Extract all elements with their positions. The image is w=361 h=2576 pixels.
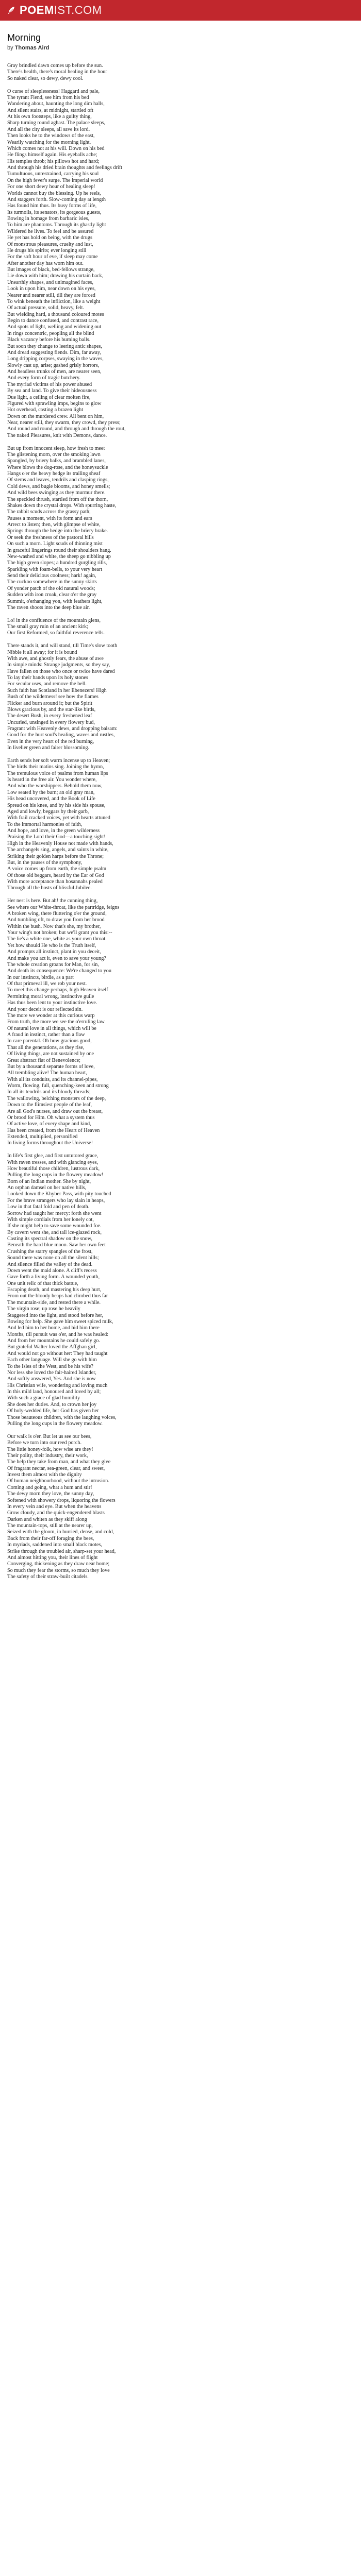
poem-line: And headless trunks of men, are nearer seen, [7, 369, 102, 375]
poem-line: For secular uses, and remove the bell. [7, 681, 87, 687]
poem-line: The help they take from man, and what they give [7, 1459, 111, 1465]
poem-line: The tyrant Fiend, see him from his bed [7, 94, 89, 100]
poem-line: Your wing's not broken; but we'll grant you this:-- [7, 930, 112, 936]
poem-line: Have fallen on those who once or twice have dared [7, 668, 115, 674]
poem-line: To lay their hands upon its holy stones [7, 675, 88, 681]
poem-line: If she might help to save some wounded foe. [7, 1223, 102, 1229]
author-link[interactable]: Thomas Aird [14, 45, 50, 51]
poem-line: The lie's a white one, white as your own throat. [7, 936, 107, 942]
poem-line: Bowing in homage from barbaric isles, [7, 216, 90, 222]
poem-line: Great abstract fiat of Benevolence; [7, 1057, 80, 1063]
poem-line: For the soft hour of eve, if sleep may come [7, 254, 98, 260]
poem-line: Of monstrous pleasures, cruelty and lust, [7, 241, 93, 247]
poem-line: See where our White-throat, like the partridge, feigns [7, 904, 120, 910]
poem-line: With such a grace of glad humility [7, 1395, 80, 1401]
poem-line: Such faith has Scotland in her Ebenezers! High [7, 687, 107, 693]
poem-line: Aged and lowly, beggars by their garb, [7, 808, 89, 815]
poem-line: The safety of their straw-built citadels. [7, 1574, 89, 1580]
poem-line: Has thus been lent to your instinctive love. [7, 1000, 97, 1006]
poem-line: Long dripping corpses, swaying in the waves, [7, 356, 104, 362]
poem-line: Beneath the hard blue moon. Saw her own feet [7, 1242, 106, 1248]
poem-line: Sorrow had taught her mercy: forth she went [7, 1210, 102, 1216]
poem-line: For one short dewy hour of healing sleep! [7, 184, 95, 190]
poem-line: Lie down with him; drawing his curtain back, [7, 273, 104, 279]
poem-line: Through all the hosts of blissful Jubilee. [7, 885, 92, 891]
poem-line: So naked clear, so dewy, dewy cool. [7, 75, 84, 81]
poem-line: And round and round, and through and through the rout, [7, 426, 126, 432]
poem-line: Darken and whiten as they skiff along [7, 1516, 87, 1522]
poem-line: Striking their golden harps before the Throne; [7, 853, 104, 859]
poem-line: Worlds cannot buy the blessing. Up he reels, [7, 190, 101, 196]
poem-line: Nor less she loved the fair-haired Islander, [7, 1369, 96, 1376]
poem-line: A broken wing, there fluttering o'er the ground, [7, 910, 107, 917]
poem-line: To wink beneath the infliction, like a weight [7, 298, 101, 304]
poem-line: Escaping death, and mastering his deep hurt, [7, 1287, 102, 1293]
poem-stanza [7, 1434, 354, 1581]
poem-line: And who the worshippers. Behold them now, [7, 783, 103, 789]
poem-line: He drugs his spirits; ever longing still [7, 247, 87, 253]
poem-line: O curse of sleeplessness! Haggard and pale, [7, 88, 100, 94]
brand-name-prefix: POEM [20, 4, 54, 16]
poem-line: Those beauteous children, with the laughing voices, [7, 1414, 117, 1420]
poem-line: From out the bloody heaps had climbed thus far [7, 1293, 108, 1299]
poem-stanza [7, 898, 354, 1147]
poem-line: Each other language. Will she go with him [7, 1357, 97, 1363]
poem-line: In living forms throughout the Universe! [7, 1140, 93, 1146]
poem-line: Down went the maid alone. A cliff's recess [7, 1267, 97, 1274]
poem-line: And prompts all instinct, plant in you deceit, [7, 949, 101, 955]
poem-line: Cold dews, and bugle blooms, and honey smells; [7, 483, 110, 489]
poem-line: So much they fear the storms, so much they love [7, 1567, 110, 1573]
poem-line: In this mild land, honoured and loved by all; [7, 1389, 101, 1395]
poem-line: Of that primeval ill, we rob your nest. [7, 981, 87, 987]
poem-line: Black vacancy before his burning balls. [7, 337, 91, 343]
poem-line: But up from innocent sleep, how fresh to meet [7, 445, 105, 451]
poem-line: Of actual pressure, solid, heavy, felt. [7, 305, 84, 311]
poem-stanza [7, 758, 354, 892]
poem-line: Gray brindled dawn comes up before the sun. [7, 63, 103, 69]
poem-line: For the brave strangers who lay slain in heaps, [7, 1197, 105, 1204]
poem-line: Arrect to listen; then, with glimpse of white, [7, 522, 101, 528]
poem-body [7, 63, 354, 1580]
poem-line: An orphan damsel on her native hills, [7, 1185, 87, 1191]
poem-line: The birds their matins sing. Joining the hymn, [7, 764, 104, 770]
poem-line: And every form of tragic butchery. [7, 375, 80, 381]
poem-line: Of active love, of every shape and kind, [7, 1121, 91, 1127]
poem-line: Look in upon him, near down on his eyes, [7, 286, 96, 292]
poem-line: Low in that fatal fold and pen of death. [7, 1204, 90, 1210]
poem-line: Tumultuous, unrestrained, carrying his soul [7, 171, 99, 177]
poem-line: Invest them almost with the dignity [7, 1472, 82, 1478]
feather-icon [7, 6, 15, 14]
poem-line: Begin to dance confused, and contrast race, [7, 318, 99, 324]
poem-line: And silent stairs, at midnight, startled oft [7, 107, 93, 113]
poem-line: By sea and land. To give their hideousness [7, 388, 97, 394]
poem-line: Has found him thus. Its busy forms of life, [7, 203, 97, 209]
poem-line: Where blows the dog-rose, and the honeysuckle [7, 464, 108, 470]
poem-line: His head uncovered, and the Book of Life [7, 796, 95, 802]
poem-line: Extended, multiplied, personified [7, 1134, 78, 1140]
poem-stanza [7, 1153, 354, 1427]
byline-prefix: by [7, 45, 13, 51]
poem-line: He yet has hold on being, with the drugs [7, 235, 92, 241]
poem-line: Of stems and leaves, tendrils and clasping rings, [7, 477, 109, 483]
poem-line: And softly answered, Yes. And she is now [7, 1376, 96, 1382]
poem-line: Wandering about, haunting the long dim halls, [7, 101, 105, 107]
poem-line: The wallowing, belching monsters of the deep, [7, 1095, 106, 1101]
poem-line: Our first Reformed, so faithful reverence tells. [7, 630, 105, 636]
poem-line: The archangels sing, angels, and saints in white, [7, 847, 109, 853]
poem-line: Lo! in the confluence of the mountain glens, [7, 617, 101, 623]
poem-line: The small gray ruin of an ancient kirk; [7, 624, 89, 630]
poem-line: Months, till pursuit was o'er, and he was healed: [7, 1331, 109, 1337]
poem-line: Born of an Indian mother. She by night, [7, 1178, 91, 1184]
poem-line: And staggers forth. Slow-coming day at length [7, 196, 106, 202]
poem-line: Nibble it all away; for it is bound [7, 649, 77, 655]
poem-line: Of yonder patch of the old natural woods; [7, 585, 95, 591]
poem-line: Of human neighbourhood, without the intrusion. [7, 1478, 109, 1484]
poem-line: Strike through the troubled air, sharp-set your head, [7, 1548, 116, 1554]
poem-line: Pauses a moment, with its form and ears [7, 515, 92, 521]
poem-line: The little honey-folk, how wise are they! [7, 1446, 93, 1452]
poem-line: He flings himself again. His eyeballs ache; [7, 152, 97, 158]
poem-line: She does her duties. And, to crown her joy [7, 1401, 97, 1408]
poem-line: On such a morn. Light scuds of thinning mist [7, 541, 103, 547]
poem-line: With raven tresses, and with glancing eyes, [7, 1159, 99, 1165]
poem-line: In every vein and eye. But when the heavens [7, 1503, 102, 1510]
site-logo[interactable] [7, 4, 102, 17]
poem-line: Within the bush. Now that's she, my brother, [7, 923, 101, 929]
poem-line: Seized with the gloom, in hurried, dense, and cold, [7, 1529, 114, 1535]
poem-line: The tremulous voice of psalms from human lips [7, 770, 108, 776]
poem-line: And dread suggesting fiends. Dim, far away, [7, 349, 101, 355]
poem-line: Sparkling with foam-bells, to your very heart [7, 566, 103, 572]
poem-line: In our instincts, birdie, as a part [7, 974, 74, 980]
poem-line: Spangled, by briery balks, and brambled lanes, [7, 458, 106, 464]
poem-line: The desert Bush, in every freshened leaf [7, 713, 92, 719]
poem-line: Figured with sprawling imps, begins to glow [7, 400, 102, 406]
poem-line: But images of black, bed-fellows strange, [7, 267, 95, 273]
poem-line: Are all God's nurses, and draw out the breast, [7, 1108, 103, 1114]
poem-line: The raven shoots into the deep blue air. [7, 604, 90, 611]
poem-line: The dewy morn they love, the sunny day, [7, 1491, 94, 1497]
poem-line: Slowly cast up, arise; gashed grisly horrors, [7, 362, 100, 368]
poem-line: Sharp turning round aghast. The palace sleeps, [7, 120, 105, 126]
poem-line: The mountain-side, and rested there a while. [7, 1299, 101, 1306]
poem-line: Spread on his knee, and by his side his spouse, [7, 802, 106, 808]
poem-byline [7, 44, 354, 52]
poem-line: Fragrant with Heavenly dews, and dropping balsam: [7, 726, 118, 732]
poem-line: But wielding hard, a thousand coloured motes [7, 311, 104, 317]
poem-line: And through his dried brain thoughts and feelings drift [7, 165, 122, 171]
poem-line: All trembling alive! The human heart, [7, 1070, 87, 1076]
poem-line: The myriad victims of his power abused [7, 381, 92, 387]
poem-line: New-washed and white, the sheep go nibbling up [7, 553, 111, 560]
poem-line: Looked down the Khyber Pass, with pity touched [7, 1191, 111, 1197]
poem-line: With awe, and ghostly fears, the abuse of awe [7, 655, 104, 662]
poem-stanza [7, 446, 354, 612]
poem-line: Blows gracious by, and the star-like birds, [7, 706, 96, 713]
poem-line: Of fragrant nectar, sea-green, clear, and sweet, [7, 1465, 105, 1471]
poem-line: In graceful lingerings round their shoulders hang. [7, 547, 111, 553]
poem-line: Casting its spectral shadow on the snow, [7, 1236, 92, 1242]
poem-line: One unit relic of that thick battue, [7, 1280, 78, 1286]
poem-article [7, 32, 354, 1587]
poem-line: How beautiful those children, lustrous dark, [7, 1165, 100, 1172]
poem-line: Of living things, are not sustained by one [7, 1051, 94, 1057]
poem-line: The mountain-tops, still at the nearer up, [7, 1523, 93, 1529]
poem-line: In all its tendrils and its bloody threads; [7, 1089, 91, 1095]
poem-line: Pulling the long cups in the flowery meadow! [7, 1172, 104, 1178]
poem-line: In livelier green and fairer blossoming. [7, 745, 89, 751]
poem-line: Wildered he lives. To feel and be assured [7, 228, 94, 234]
poem-line: Down on the murdered crew. All bent on him, [7, 413, 104, 419]
poem-line: At his own footsteps, like a guilty thing, [7, 114, 92, 120]
poem-line: Worm, flowing, full, quenching-keen and strong [7, 1083, 109, 1089]
poem-line: His temples throb; his pillows hot and hard; [7, 158, 100, 164]
poem-line: A fraud in instinct, rather than a flaw [7, 1032, 85, 1038]
poem-line: In simple minds: Strange judgments, so they say, [7, 662, 110, 668]
poem-line: And all the city sleeps, all save its lord. [7, 126, 90, 132]
poem-line: And wild bees swinging as they murmur there. [7, 490, 106, 496]
poem-line: To the immortal harmonies of faith, [7, 821, 83, 827]
poem-line: The glistening morn, over the smoking lawn [7, 451, 101, 457]
poem-line: Then looks he to the windows of the east, [7, 133, 95, 139]
poem-line: From truth, the more we see the o'erruling law [7, 1019, 105, 1025]
poem-line: There's health, there's moral healing in the hour [7, 69, 107, 75]
poem-line: Back from their far-off foraging the bees, [7, 1535, 94, 1541]
poem-line: Down to the flimsiest people of the leaf, [7, 1102, 92, 1108]
poem-line: Good for the hurt soul's healing, waves and rustles, [7, 732, 115, 738]
poem-line: By cavern went she, and tall ice-glazed rock, [7, 1229, 102, 1235]
poem-line: And from her mountains he could safely go. [7, 1338, 100, 1344]
poem-line: In myriads, saddened into small black motes, [7, 1542, 102, 1548]
poem-line: The naked Pleasures, knit with Demons, dance. [7, 432, 107, 438]
brand-name-suffix: IST.COM [54, 4, 102, 16]
poem-line: Wearily watching for the morning light, [7, 139, 91, 145]
poem-line: Their polity, their industry, their work, [7, 1452, 88, 1459]
poem-line: And led him to her home, and hid him there [7, 1325, 100, 1331]
site-header [0, 0, 361, 21]
poem-line: Summit, o'erhanging yon, with feathers light, [7, 598, 103, 604]
poem-line: Low seated by the burn; an old gray man, [7, 789, 95, 795]
poem-line: Of natural love in all things, which will be [7, 1025, 96, 1031]
poem-line: And silence filled the valley of the dead. [7, 1261, 93, 1267]
poem-line: Or brood for Him. Oh what a system thus [7, 1114, 95, 1121]
poem-line: Send their delicious coolness; hark! again, [7, 573, 96, 579]
poem-line: Nearer and nearer still, till they are forced [7, 292, 95, 298]
poem-line: Near, nearer still, they swarm, they crowd, they press; [7, 420, 121, 426]
poem-line: Unearthly shapes, and unimagined faces, [7, 279, 93, 285]
poem-line: And your deceit is our reflected sin. [7, 1006, 83, 1012]
poem-line: But soon they change to leering antic shapes, [7, 343, 102, 349]
poem-line: And would not go without her: They had taught [7, 1350, 108, 1357]
poem-line: Or seek the freshness of the pastoral hills [7, 534, 94, 540]
poem-line: To him are phantoms. Through its ghastly light [7, 222, 106, 228]
poem-line: Converging, thickening as they draw near home; [7, 1561, 110, 1567]
poem-line: Flicker and burn around it; but the Spirit [7, 700, 92, 706]
poem-line: Yet how should He who is the Truth itself, [7, 942, 96, 948]
poem-line: Crushing the starry spangles of the frost, [7, 1248, 93, 1255]
poem-line: Hot overhead, casting a brazen light [7, 407, 84, 413]
poem-line: In life's first glee, and first untutored grace, [7, 1153, 99, 1159]
poem-line: With all its conduits, and its channel-pipes, [7, 1076, 98, 1082]
poem-line: With more acceptance than hosannahs pealed [7, 879, 103, 885]
poem-line: Staggered into the light, and stood before her, [7, 1312, 104, 1318]
poem-line: High in the Heavenly House not made with hands, [7, 840, 113, 846]
poem-line: Shakes down the crystal drops. With spurring haste, [7, 502, 117, 509]
poem-line: And hope, and love, in the green wilderness [7, 828, 100, 834]
poem-line: Has been created, from the Heart of Heaven [7, 1127, 100, 1133]
poem-line: Of holy-wedded life, her God has given her [7, 1408, 99, 1414]
poem-line: To meet this change perhaps, high Heaven itself [7, 987, 108, 993]
poem-line: In care parental. Oh how gracious good, [7, 1038, 92, 1044]
poem-line: With simple cordials from her lonely cot, [7, 1216, 94, 1223]
poem-line: The whole creation groans for Man, for sin, [7, 961, 99, 968]
poem-line: There stands it, and will stand, till Time's slow tooth [7, 643, 118, 649]
poem-line: Of those old beggars, heard by the Ear of God [7, 872, 104, 878]
poem-line: Bowing for help. She gave him sweet spiced milk, [7, 1318, 113, 1325]
poem-title: Morning [7, 32, 41, 43]
poem-line: Is heard in the free air. You wonder where, [7, 777, 97, 783]
poem-line: Permitting moral wrong, instinctive guile [7, 993, 94, 999]
poem-line: Sudden with iron croak, clear o'er the gray [7, 592, 97, 598]
poem-line: Earth sends her soft warm incense up to Heaven; [7, 757, 110, 764]
poem-stanza [7, 89, 354, 439]
poem-line: In rings concentric, peopling all the blind [7, 330, 94, 336]
poem-line: And almost hitting you, their lines of flight [7, 1554, 98, 1561]
poem-line: On the high fever's surge. The imperial world [7, 177, 103, 183]
poem-line: Uncurled, unsinged in every flowery bud, [7, 719, 95, 725]
poem-line: Bush of the wilderness! see how the flames [7, 694, 99, 700]
poem-line: Praising the Lord their God—a touching sight! [7, 834, 106, 840]
poem-line: Even in the very heart of the red burning, [7, 738, 94, 744]
poem-stanza [7, 643, 354, 751]
poem-line: His Christian wife, wondering and loving much [7, 1382, 108, 1388]
poem-stanza [7, 63, 354, 82]
poem-line: Sound there was none on all the silent hills; [7, 1255, 99, 1261]
poem-line: The high green slopes; a hundred gurgling rills, [7, 560, 107, 566]
poem-line: The cuckoo somewhere in the sunny skirts [7, 579, 97, 585]
poem-line: Hangs o'er the heavy hedge its trailing sheaf [7, 471, 101, 477]
poem-line: Grow cloudy, and the quick-engendered blasts [7, 1510, 105, 1516]
poem-line: But grateful Walter loved the Affghan girl, [7, 1344, 97, 1350]
poem-line: And death its consequence: We're changed to you [7, 968, 111, 974]
poem-line: Her nest is here. But ah! the cunning thing, [7, 898, 98, 904]
poem-line: Gave forth a living form. A wounded youth, [7, 1274, 100, 1280]
poem-line: After another day has worn him out. [7, 260, 84, 266]
poem-line: To the Isles of the West, and be his wife? [7, 1363, 93, 1369]
poem-line: Its turmoils, its senators, its gorgeous guests, [7, 209, 102, 215]
poem-line: Our walk is o'er. But let us see our bees, [7, 1433, 92, 1439]
poem-line: That all the generations, as they rise, [7, 1044, 85, 1050]
poem-line: But, in the pauses of the symphony, [7, 859, 83, 866]
poem-line: The more we wonder at this curious warp [7, 1012, 95, 1019]
poem-line: The speckled thrush, startled from off the thorn, [7, 496, 108, 502]
poem-line: A voice comes up from earth, the simple psalm [7, 866, 107, 872]
poem-line: But by a thousand separate forms of love, [7, 1063, 95, 1070]
poem-line: With frail cracked voices, yet with hearts attuned [7, 815, 110, 821]
poem-line: Springs through the hedge into the briery brake. [7, 528, 108, 534]
poem-line: Due light, a ceiling of clear molten fire, [7, 394, 91, 400]
poem-line: And spots of light, welling and widening out [7, 324, 102, 330]
poem-line: Pulling the long cups in the flowery meadow. [7, 1420, 103, 1427]
poem-line: And tumbling oft, to draw you from her brood [7, 917, 105, 923]
poem-stanza [7, 618, 354, 637]
poem-line: Before we turn into our reed porch. [7, 1440, 81, 1446]
poem-line: And make you act it, even to save your young? [7, 955, 106, 961]
poem-line: Which comes not at his will. Down on his bed [7, 145, 105, 151]
poem-line: The rabbit scuds across the grassy path; [7, 509, 91, 515]
poem-line: Coming and going, what a hum and stir! [7, 1484, 92, 1490]
poem-line: Softened with showery drops, liquoring the flowers [7, 1497, 116, 1503]
poem-line: The virgin rose; up rose he heavily [7, 1306, 80, 1312]
